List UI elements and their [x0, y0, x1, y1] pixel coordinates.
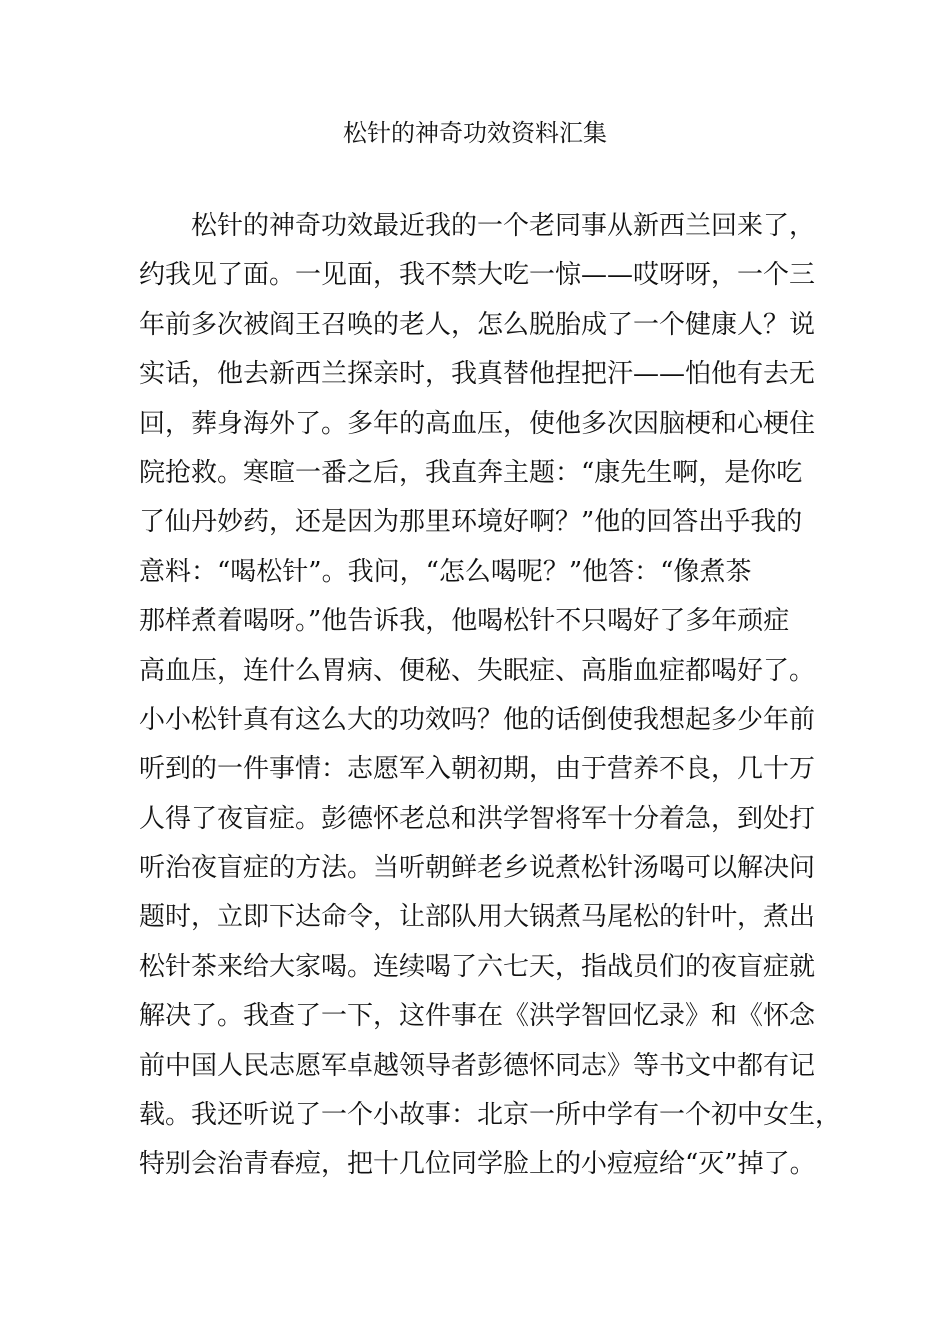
- text-line: 前中国人民志愿军卓越领导者彭德怀同志》等书文中都有记: [139, 1050, 816, 1081]
- document-body: [139, 202, 842, 1190]
- text-line: 听治夜盲症的方法。当听朝鲜老乡说煮松针汤喝可以解决问: [139, 853, 816, 884]
- text-line: 约我见了面。一见面，我不禁大吃一惊——哎呀呀，一个三: [139, 260, 816, 291]
- text-line: 高血压，连什么胃病、便秘、失眠症、高脂血症都喝好了。: [139, 655, 816, 686]
- text-line: 题时，立即下达命令，让部队用大锅煮马尾松的针叶，煮出: [139, 902, 816, 933]
- text-line: 了仙丹妙药，还是因为那里环境好啊？”他的回答出乎我的: [139, 507, 803, 538]
- text-line: 意料：“喝松针”。我问，“怎么喝呢？”他答：“像煮茶: [139, 556, 752, 587]
- text-line: 松针的神奇功效最近我的一个老同事从新西兰回来了，: [191, 211, 816, 241]
- text-line: 实话，他去新西兰探亲时，我真替他捏把汗——怕他有去无: [139, 359, 816, 390]
- text-line: 年前多次被阎王召唤的老人，怎么脱胎成了一个健康人？说: [139, 309, 816, 340]
- text-line: 松针茶来给大家喝。连续喝了六七天，指战员们的夜盲症就: [139, 951, 816, 982]
- text-line: 特别会治青春痘，把十几位同学脸上的小痘痘给“灭”掉了。: [139, 1149, 816, 1180]
- text-line: 解决了。我查了一下，这件事在《洪学智回忆录》和《怀念: [139, 1001, 816, 1032]
- text-line: 那样煮着喝呀。”他告诉我，他喝松针不只喝好了多年顽症: [139, 606, 790, 637]
- text-line: 回，葬身海外了。多年的高血压，使他多次因脑梗和心梗住: [139, 408, 816, 439]
- document-title: 松针的神奇功效资料汇集: [343, 119, 607, 147]
- text-line: 载。我还听说了一个小故事：北京一所中学有一个初中女生，: [139, 1100, 842, 1131]
- text-line: 人得了夜盲症。彭德怀老总和洪学智将军十分着急，到处打: [139, 803, 816, 834]
- text-line: 听到的一件事情：志愿军入朝初期，由于营养不良，几十万: [139, 754, 816, 785]
- text-line: 院抢救。寒暄一番之后，我直奔主题：“康先生啊，是你吃: [139, 457, 803, 488]
- text-line: 小小松针真有这么大的功效吗？他的话倒使我想起多少年前: [139, 704, 816, 735]
